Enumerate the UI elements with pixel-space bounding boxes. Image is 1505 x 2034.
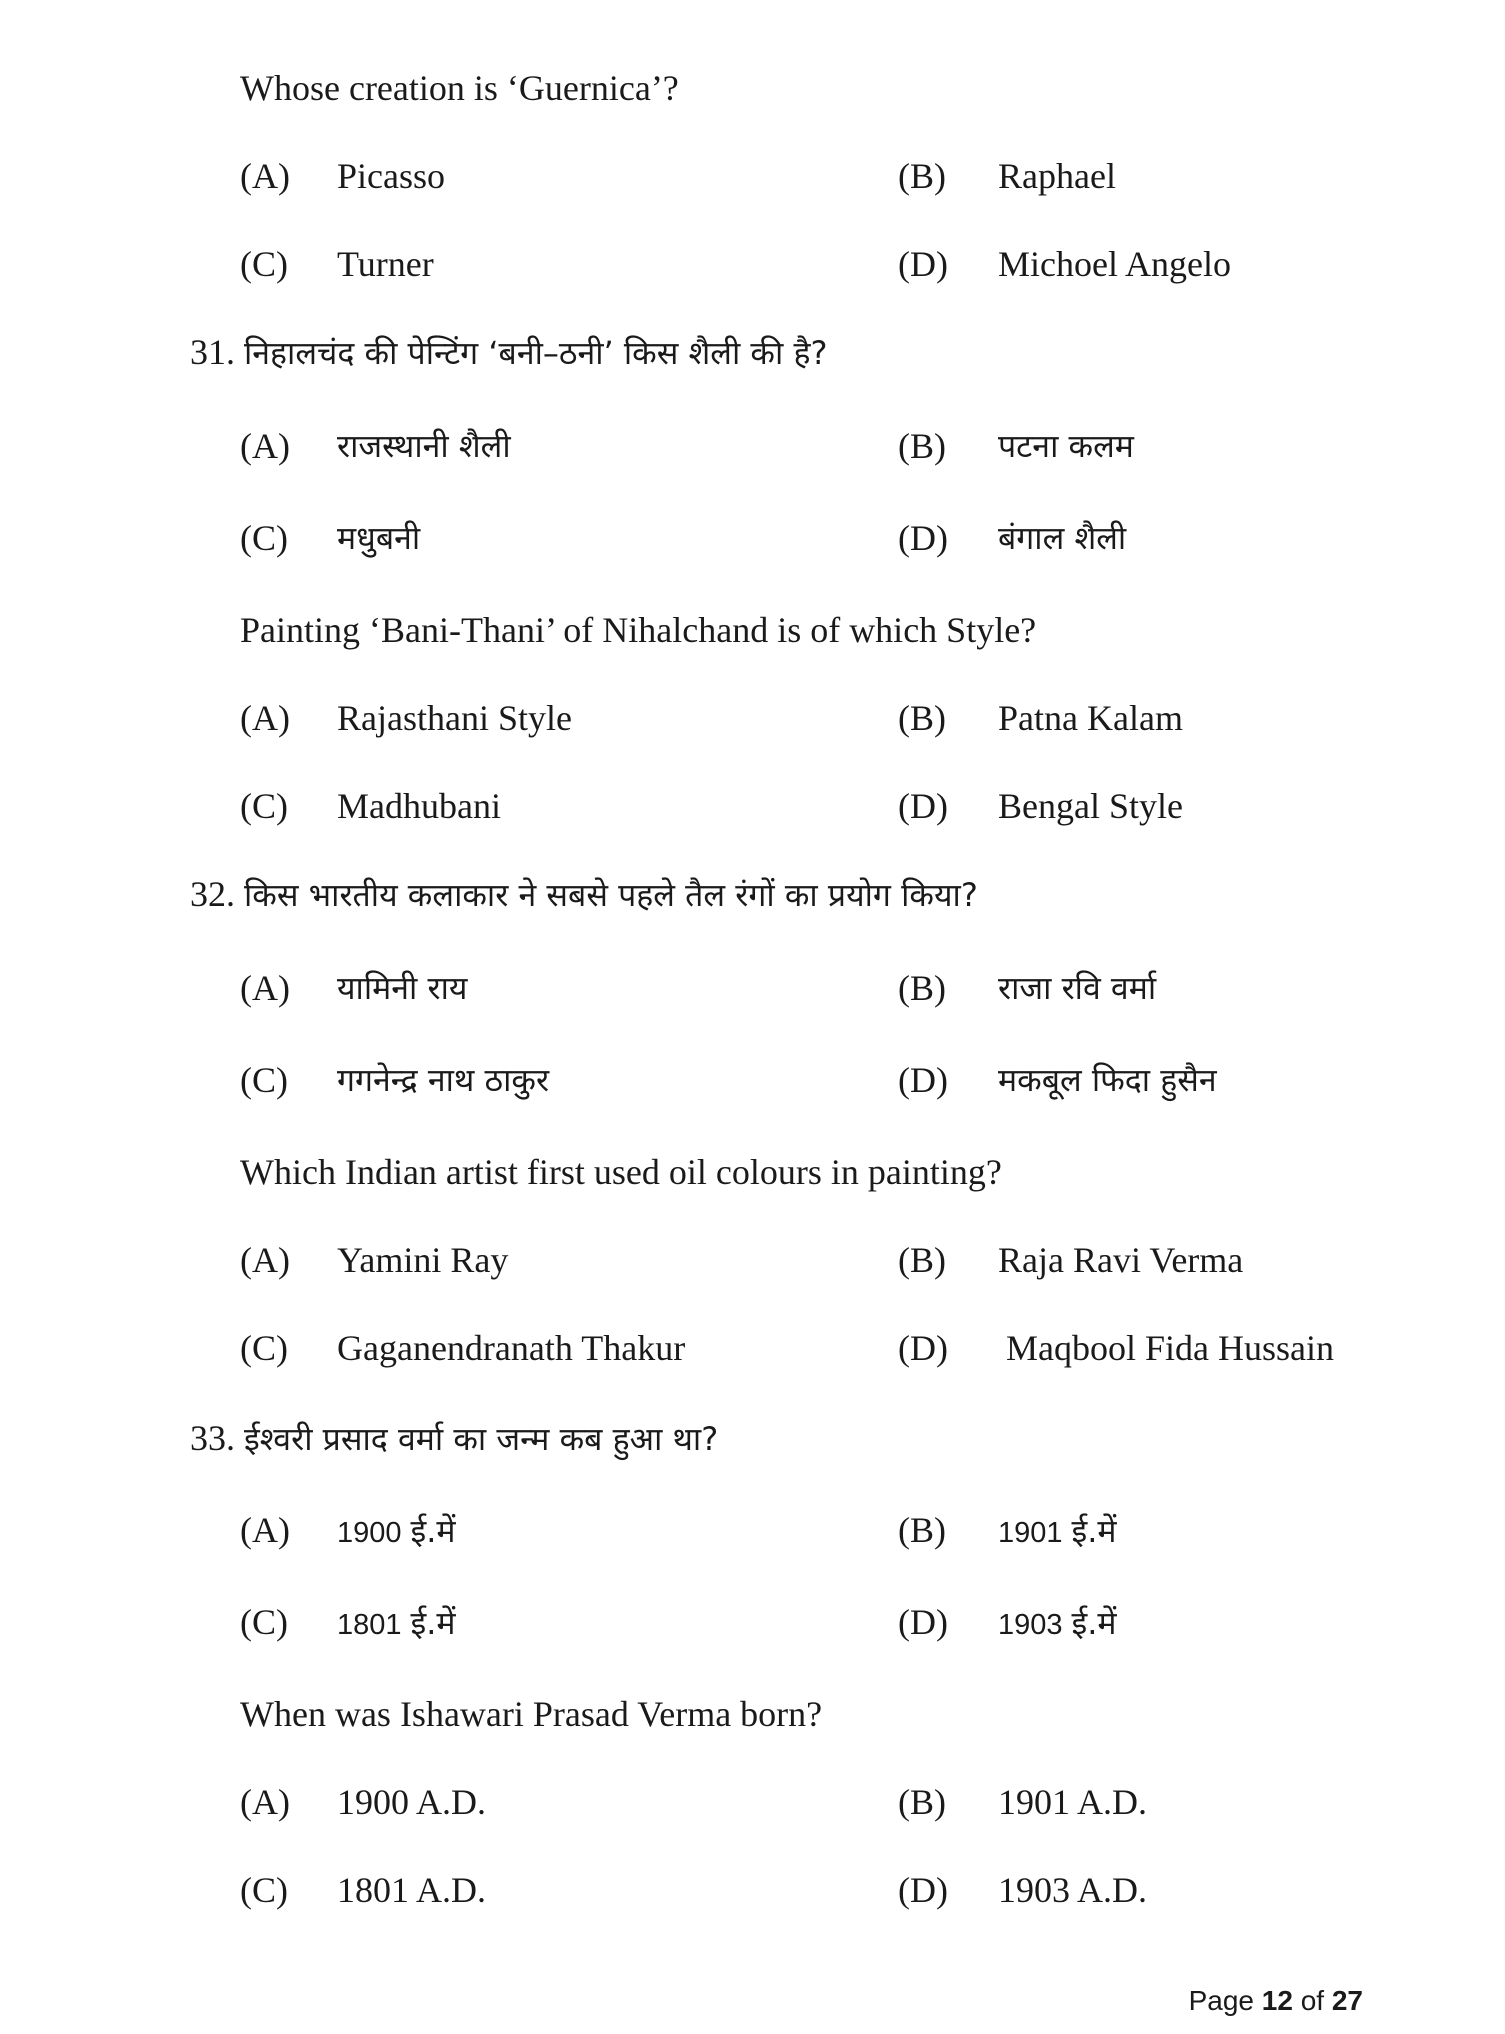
- question-number: 33.: [190, 1418, 235, 1458]
- option-label-d: (D): [898, 1060, 948, 1100]
- option-a: Picasso: [337, 156, 445, 196]
- option-b-year: 1901: [998, 1517, 1063, 1549]
- option-label-d: (D): [898, 518, 948, 558]
- option-a: Yamini Ray: [337, 1240, 509, 1280]
- option-d: Bengal Style: [998, 786, 1183, 826]
- option-a: 1900 A.D.: [337, 1782, 487, 1822]
- option-label-c: (C): [240, 1328, 288, 1368]
- option-label-a: (A): [240, 968, 290, 1008]
- option-b: 1901 A.D.: [998, 1782, 1148, 1822]
- option-d-hindi: बंगाल शैली: [998, 519, 1127, 557]
- question-hindi: [190, 1416, 718, 1461]
- of-word: of: [1300, 1985, 1325, 2016]
- question-number: 32.: [190, 874, 235, 914]
- question-hindi-text: ईश्वरी प्रसाद वर्मा का जन्म कब हुआ था?: [244, 1420, 719, 1458]
- option-label-a: (A): [240, 1510, 290, 1550]
- option-a-hindi: राजस्थानी शैली: [337, 427, 511, 465]
- option-label-a: (A): [240, 1782, 290, 1822]
- option-b-hindi: राजा रवि वर्मा: [998, 969, 1157, 1007]
- option-label-d: (D): [898, 786, 948, 826]
- option-label-a: (A): [240, 698, 290, 738]
- option-a-year: 1900: [337, 1517, 402, 1549]
- option-b-suffix: ई.में: [1071, 1512, 1117, 1550]
- option-label-d: (D): [898, 1328, 948, 1368]
- option-label-c: (C): [240, 1870, 288, 1910]
- page-word: Page: [1188, 1985, 1254, 2016]
- option-label-b: (B): [898, 698, 946, 738]
- option-label-a: (A): [240, 156, 290, 196]
- page-current: 12: [1261, 1985, 1293, 2016]
- question-text: Whose creation is ‘Guernica’?: [240, 68, 679, 108]
- option-label-c: (C): [240, 786, 288, 826]
- option-d-suffix: ई.में: [1071, 1604, 1117, 1642]
- option-d-hindi: [998, 1600, 1117, 1647]
- option-label-b: (B): [898, 426, 946, 466]
- option-label-a: (A): [240, 426, 290, 466]
- option-d-hindi: मकबूल फिदा हुसैन: [998, 1061, 1217, 1099]
- option-c: Turner: [337, 244, 434, 284]
- option-c: Gaganendranath Thakur: [337, 1328, 686, 1368]
- option-b: Raphael: [998, 156, 1116, 196]
- option-b-hindi: [998, 1508, 1117, 1555]
- page-total: 27: [1331, 1985, 1363, 2016]
- question-hindi: [190, 872, 978, 917]
- question-hindi-text: निहालचंद की पेन्टिंग ‘बनी–ठनी’ किस शैली की है?: [244, 334, 828, 372]
- option-label-b: (B): [898, 1240, 946, 1280]
- question-english-text: Painting ‘Bani-Thani’ of Nihalchand is of which Style?: [240, 610, 1037, 650]
- option-label-a: (A): [240, 1240, 290, 1280]
- option-a-hindi: यामिनी राय: [337, 969, 468, 1007]
- option-label-c: (C): [240, 1602, 288, 1642]
- option-a-suffix: ई.में: [410, 1512, 456, 1550]
- option-label-c: (C): [240, 244, 288, 284]
- question-hindi-text: किस भारतीय कलाकार ने सबसे पहले तैल रंगों का प्रयोग किया?: [244, 876, 978, 914]
- option-label-b: (B): [898, 1782, 946, 1822]
- option-label-d: (D): [898, 1602, 948, 1642]
- option-a: Rajasthani Style: [337, 698, 572, 738]
- option-label-b: (B): [898, 1510, 946, 1550]
- option-d: Maqbool Fida Hussain: [1006, 1328, 1334, 1368]
- option-d: Michoel Angelo: [998, 244, 1231, 284]
- question-english-text: When was Ishawari Prasad Verma born?: [240, 1694, 823, 1734]
- option-c-year: 1801: [337, 1609, 402, 1641]
- option-c: 1801 A.D.: [337, 1870, 487, 1910]
- option-label-c: (C): [240, 518, 288, 558]
- option-c-hindi: [337, 1600, 456, 1647]
- option-c-suffix: ई.में: [410, 1604, 456, 1642]
- question-english-text: Which Indian artist first used oil colours in painting?: [240, 1152, 1002, 1192]
- option-d-year: 1903: [998, 1609, 1063, 1641]
- option-label-d: (D): [898, 1870, 948, 1910]
- option-label-b: (B): [898, 156, 946, 196]
- option-b-hindi: पटना कलम: [998, 427, 1134, 465]
- question-number: 31.: [190, 332, 235, 372]
- question-hindi: [190, 330, 827, 375]
- option-c-hindi: मधुबनी: [337, 519, 421, 557]
- option-label-b: (B): [898, 968, 946, 1008]
- option-c-hindi: गगनेन्द्र नाथ ठाकुर: [337, 1061, 550, 1099]
- page-number: [1189, 1984, 1363, 2018]
- option-label-d: (D): [898, 244, 948, 284]
- option-label-c: (C): [240, 1060, 288, 1100]
- option-d: 1903 A.D.: [998, 1870, 1148, 1910]
- option-b: Raja Ravi Verma: [998, 1240, 1244, 1280]
- option-c: Madhubani: [337, 786, 501, 826]
- option-b: Patna Kalam: [998, 698, 1183, 738]
- option-a-hindi: [337, 1508, 456, 1555]
